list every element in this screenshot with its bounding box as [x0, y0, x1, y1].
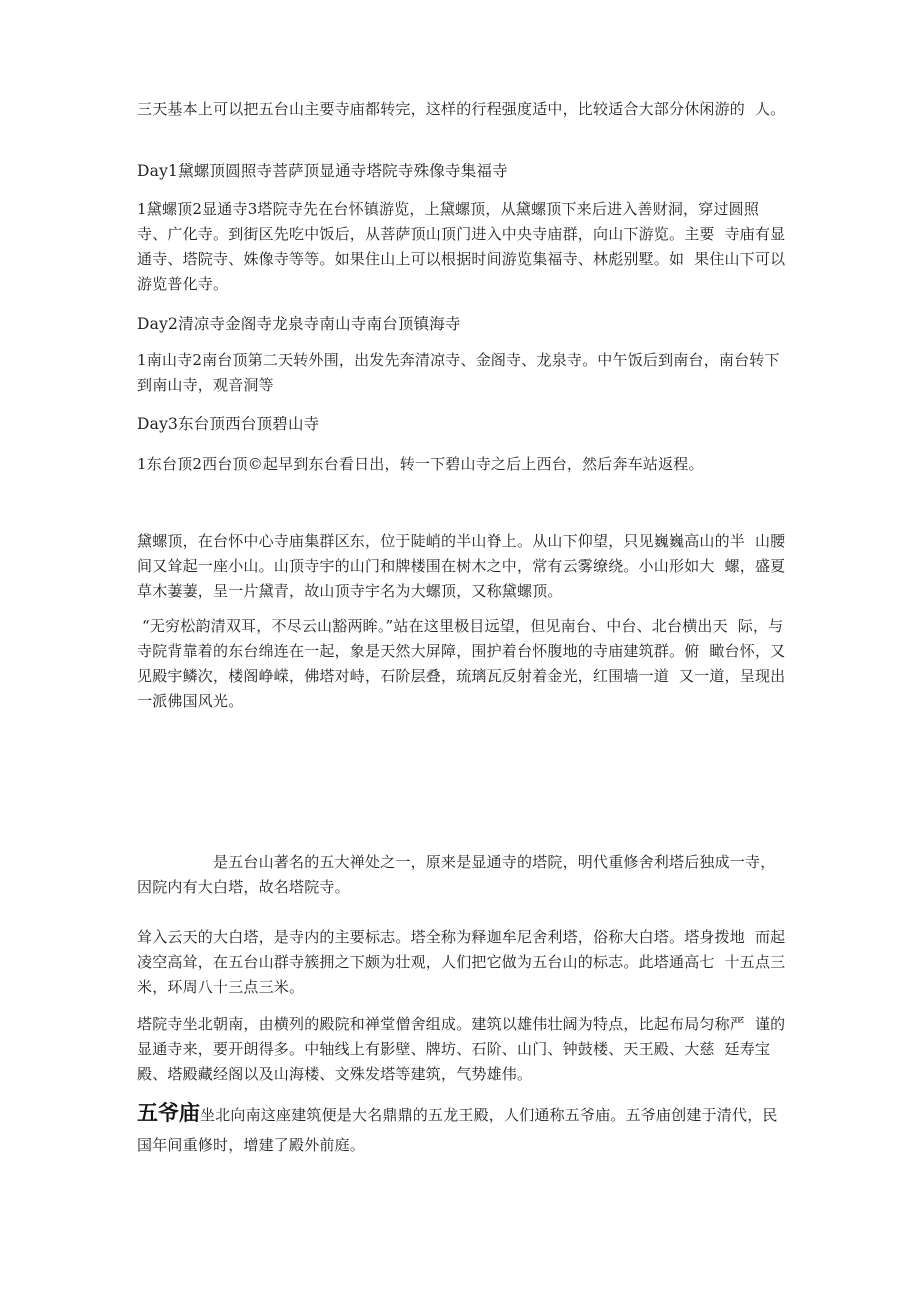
- day1-heading: Day1黛螺顶圆照寺菩萨顶显通寺塔院寺殊像寺集福寺: [137, 162, 508, 180]
- tayuansi-paragraph-1: 是五台山著名的五大禅处之一，原来是显通寺的塔院，明代重修舍利塔后独成一寺，因院内有大白塔，故名塔院寺。: [137, 853, 776, 896]
- wuyemiao-text: 坐北向南这座建筑便是大名鼎鼎的五龙王殿，人们通称五爷庙。五爷庙创建于清代，民国年间重修时，增建了殿外前庭。: [137, 1106, 778, 1154]
- day1-text: 1黛螺顶2显通寺3塔院寺先在台怀镇游览，上黛螺顶，从黛螺顶下来后进入善财洞，穿过圆照寺、广化寺。到街区先吃中饭后，从菩萨顶山顶门进入中央寺庙群，向山下游览。主要 寺庙有显通寺、塔院寺、姝像寺等等。如果住山上可以根据时间游览集福寺、林彪别墅。如 果住山下可以游览普化寺。: [137, 200, 786, 293]
- day2-heading: Day2清凉寺金阁寺龙泉寺南山寺南台顶镇海寺: [137, 315, 461, 333]
- wuyemiao-paragraph: [137, 1098, 787, 1160]
- dailuoding-paragraph-1: 黛螺顶，在台怀中心寺庙集群区东，位于陡峭的半山脊上。从山下仰望，只见巍巍高山的半 山腰间又耸起一座小山。山顶寺宇的山门和牌楼围在树木之中，常有云雾缭绕。小山形如大 螺，盛夏草木萋萋，呈一片黛青，故山顶寺宇名为大螺顶，又称黛螺顶。: [137, 532, 786, 600]
- day3-heading: Day3东台顶西台顶碧山寺: [137, 415, 320, 433]
- tayuansi-paragraph-3: 塔院寺坐北朝南，由横列的殿院和禅堂僧舍组成。建筑以雄伟壮阔为特点，比起布局匀称严 谨的显通寺来，要开朗得多。中轴线上有影壁、牌坊、石阶、山门、钟鼓楼、天王殿、大慈 廷寿宝殿、塔殿藏经阁以及山海楼、文殊发塔等建筑，气势雄伟。: [137, 1015, 786, 1083]
- itinerary-intro: 三天基本上可以把五台山主要寺庙都转完，这样的行程强度适中，比较适合大部分休闲游的 人。: [137, 100, 786, 118]
- dailuoding-paragraph-2: “无穷松韵清双耳，不尽云山豁两眸。”站在这里极目远望，但见南台、中台、北台横出天 际，与寺院背靠着的东台绵连在一起，象是天然大屏障，围护着台怀腹地的寺庙建筑群。俯 瞰台怀，又见殿宇鳞次，楼阁峥嵘，佛塔对峙，石阶层叠，琉璃瓦反射着金光，红围墙一道 又一道，呈现出一派佛国风光。: [137, 617, 786, 710]
- day2-text: 1南山寺2南台顶第二天转外围，出发先奔清凉寺、金阁寺、龙泉寺。中午饭后到南台，南台转下到南山寺，观音洞等: [137, 351, 780, 394]
- tayuansi-paragraph-2: 耸入云天的大白塔，是寺内的主要标志。塔全称为释迦牟尼舍利塔，俗称大白塔。塔身拨地 而起凌空高耸，在五台山群寺簇拥之下颇为壮观，人们把它做为五台山的标志。此塔通高七 十五点三米，环周八十三点三米。: [137, 928, 786, 996]
- day3-text: 1东台顶2西台顶©起早到东台看日出，转一下碧山寺之后上西台，然后奔车站返程。: [137, 455, 704, 473]
- wuyemiao-heading: 五爷庙: [137, 1101, 200, 1125]
